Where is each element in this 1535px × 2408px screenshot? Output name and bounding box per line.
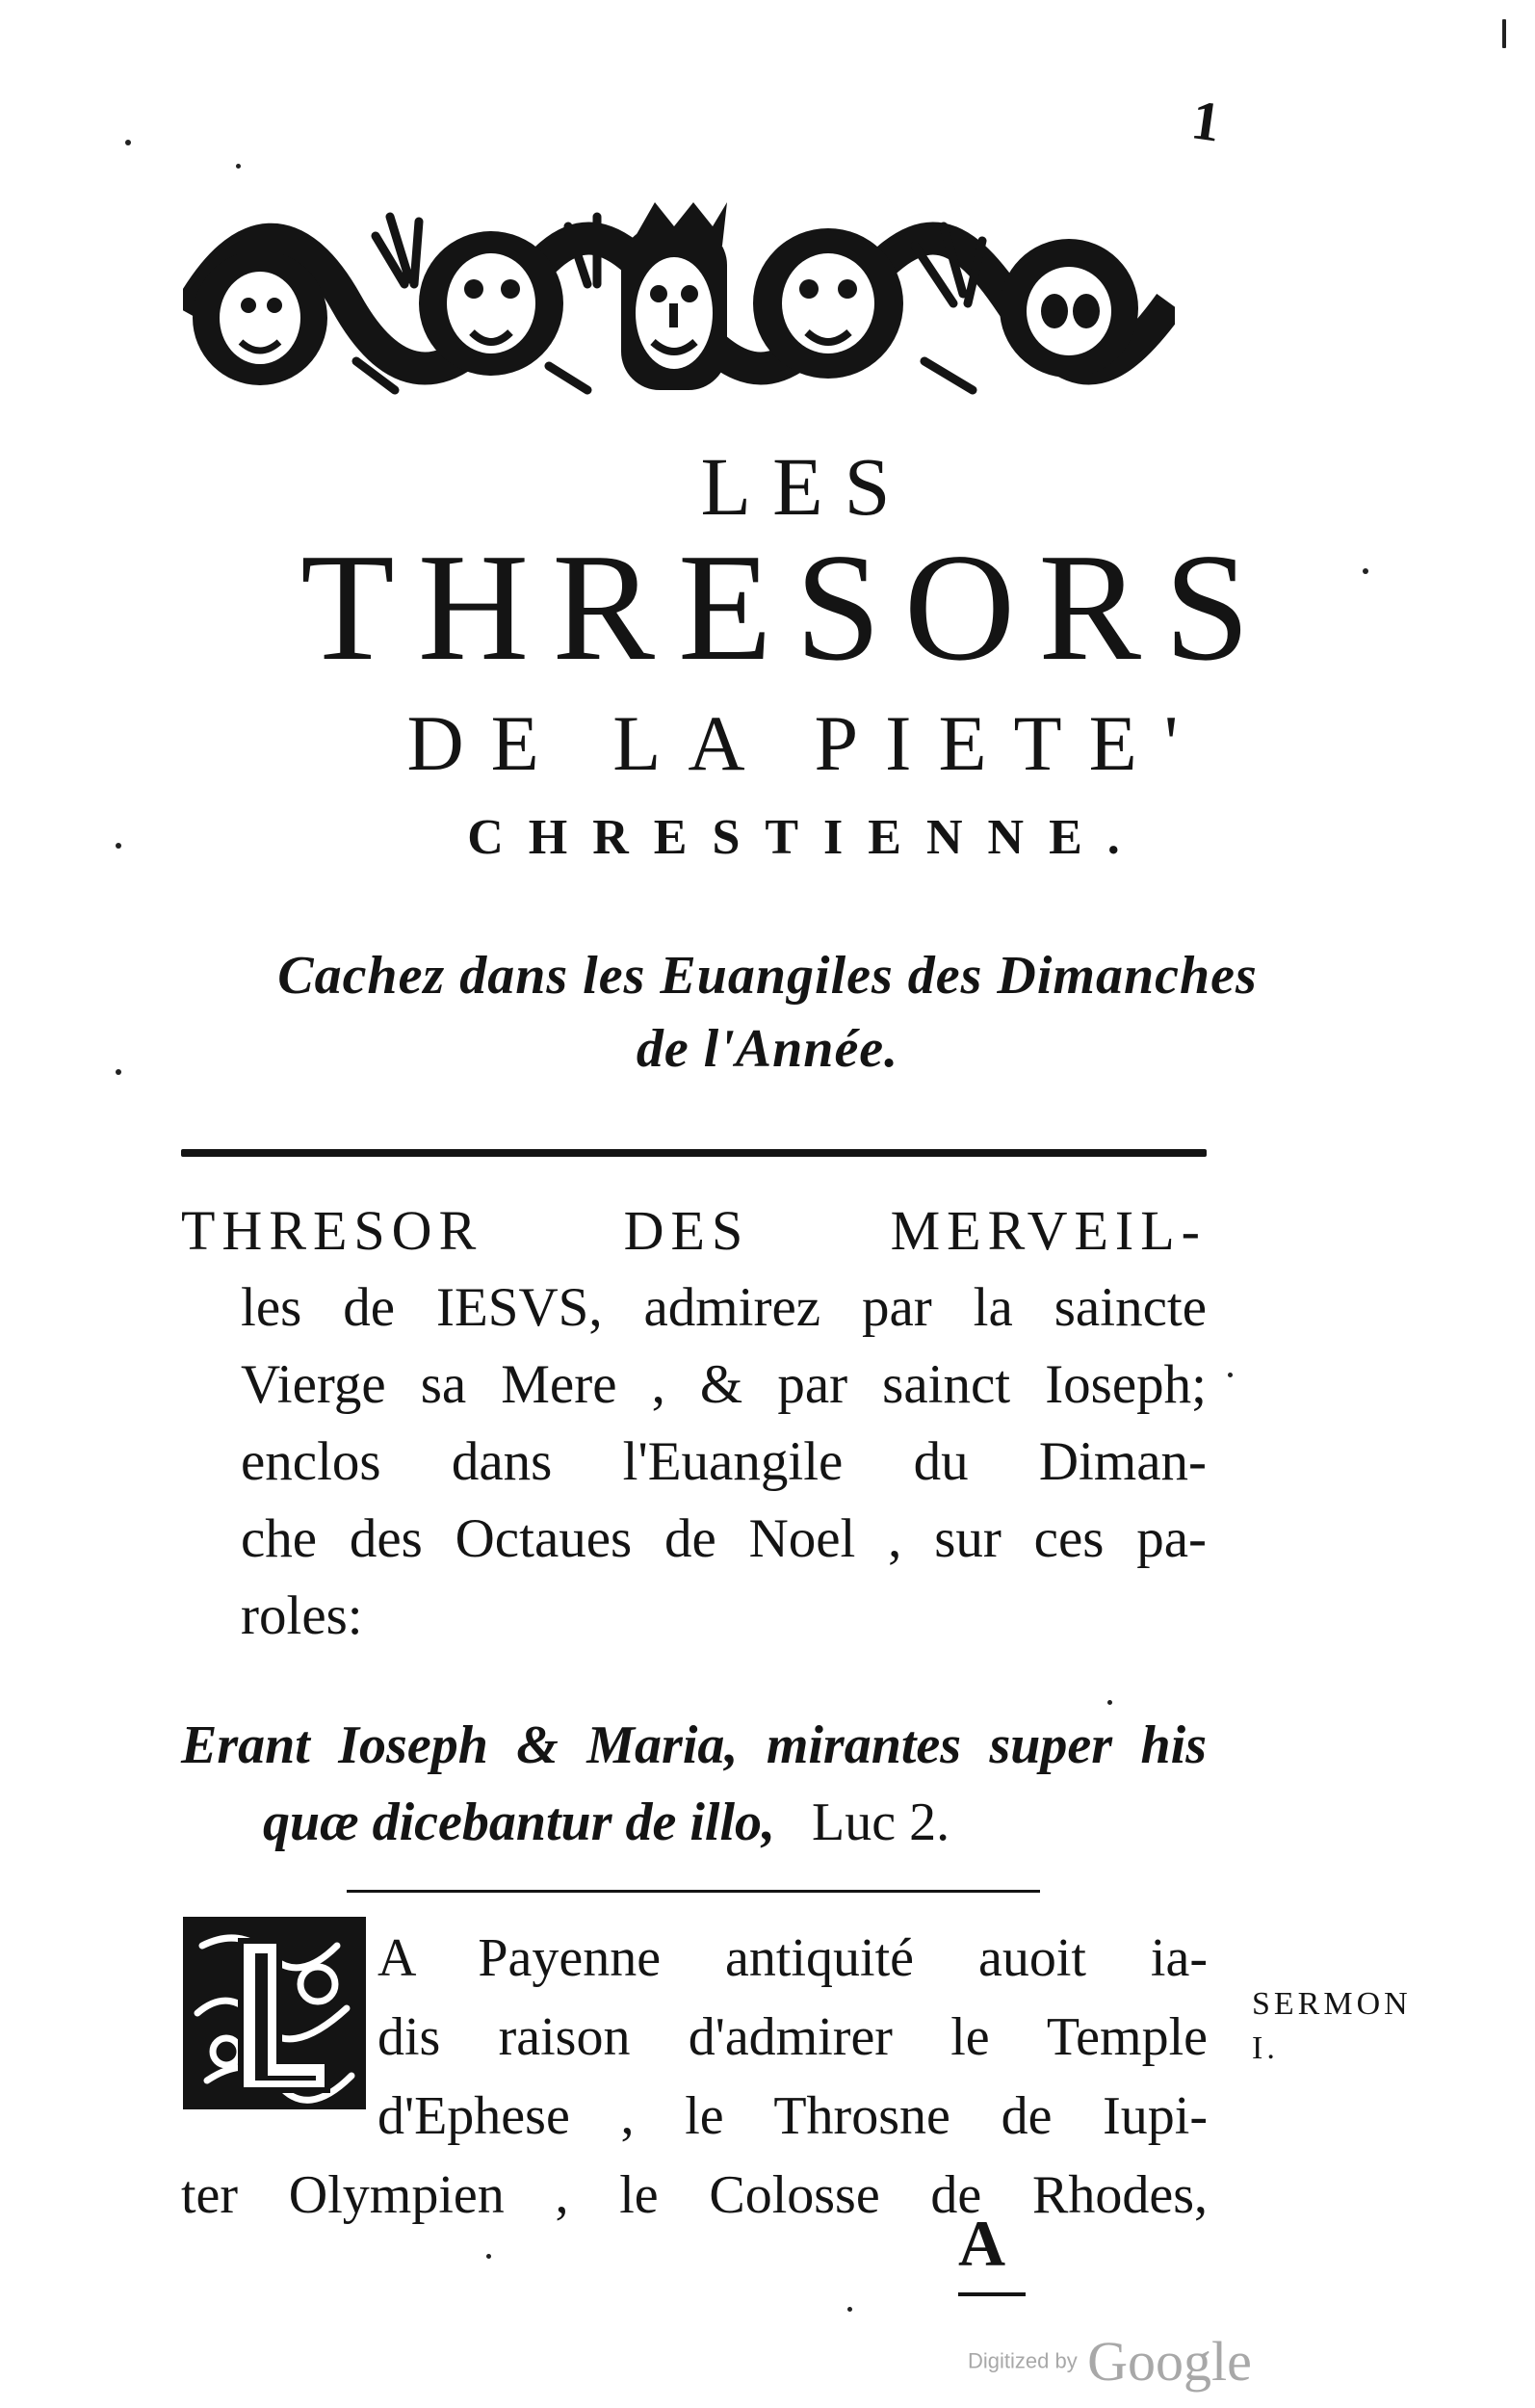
heading-line-4: enclos dans l'Euangile du Diman- [241,1431,1207,1492]
subtitle-line-2: de l'Année. [636,1019,899,1079]
quote-line-1: Erant Ioseph & Maria, mirantes super his [181,1715,1207,1775]
margin-note [1252,1982,1412,2071]
watermark-prefix: Digitized by [968,2348,1078,2373]
margin-note-line-1: SERMON [1252,1986,1412,2022]
scan-speck [116,1069,121,1075]
quote-divider-rule [347,1890,1040,1893]
scan-speck [125,140,131,145]
body-line-3: d'Ephese , le Throsne de Iupi- [377,2086,1208,2146]
signature-underline [958,2292,1026,2296]
folio-number: 1 [1187,88,1225,154]
section-heading [181,1192,1207,1655]
quote-line-2 [181,1784,1207,1861]
scan-speck [847,2307,852,2312]
subtitle [0,939,1535,1086]
sermon-body-text [181,1919,1208,2235]
decorated-initial-l [183,1917,366,2109]
digitized-by-google-watermark [968,2329,1252,2394]
quote-reference: Luc 2. [812,1793,950,1852]
heading-line-1: THRESOR DES MERVEIL- [181,1199,1207,1262]
margin-note-line-2: I. [1252,2030,1279,2066]
scan-speck [1107,1700,1112,1705]
quote-line-2-text: quæ dicebantur de illo, [263,1793,776,1852]
scan-speck [1502,19,1506,48]
scan-speck [236,164,241,169]
section-divider-rule [181,1149,1207,1157]
scan-speck [1363,568,1368,574]
watermark-brand: Google [1087,2330,1252,2393]
title-line-de-la-piete: DE LA PIETE' [406,699,1206,787]
title-line-thresors: THRESORS [300,521,1273,693]
title-line-les: LES [700,440,912,533]
signature-mark: A [958,2207,1006,2280]
heading-line-5: che des Octaues de Noel , sur ces pa- [241,1508,1207,1569]
body-line-1: A Payenne antiquité auoit ia- [377,1928,1208,1988]
heading-line-3: Vierge sa Mere , & par sainct Ioseph; [241,1354,1207,1415]
title-line-chrestienne: CHRESTIENNE. [467,810,1145,865]
body-line-2: dis raison d'admirer le Temple [377,2007,1208,2067]
scan-speck [1228,1373,1233,1377]
scan-speck [116,843,121,849]
woodcut-ornament-band [183,197,1175,405]
subtitle-line-1: Cachez dans les Euangiles des Dimanches [277,946,1258,1006]
scripture-quote [181,1707,1207,1861]
heading-line-2: les de IESVS, admirez par la saincte [241,1277,1207,1338]
scan-speck [486,2254,491,2259]
heading-line-6: roles: [241,1585,363,1646]
body-line-4: ter Olympien , le Colosse de Rhodes, [181,2165,1208,2225]
